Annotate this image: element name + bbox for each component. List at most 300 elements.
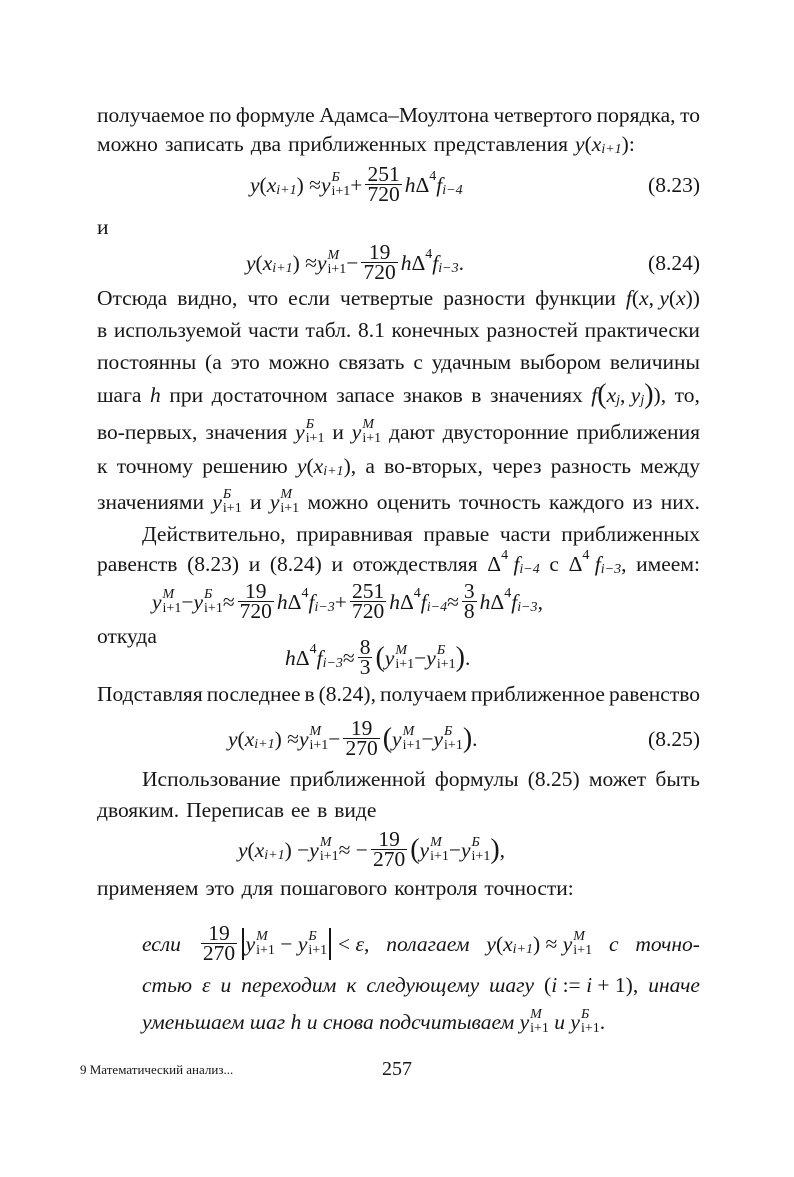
text: формуле bbox=[235, 103, 315, 127]
parenthesis: ( bbox=[375, 641, 385, 673]
denominator: 8 bbox=[463, 599, 475, 623]
superscript: Б bbox=[222, 487, 232, 502]
math-variable: x j bbox=[607, 382, 620, 408]
superscript: Б bbox=[305, 417, 314, 432]
text: Δ bbox=[399, 589, 414, 614]
math-variable: y Б i+1 bbox=[433, 723, 463, 753]
math-variable: y Б i+1 bbox=[297, 928, 328, 958]
text: ) − bbox=[284, 837, 310, 862]
subscript: i−3 bbox=[314, 599, 335, 615]
math-variable: y Б i+1 bbox=[461, 834, 491, 864]
scripts bbox=[581, 1008, 600, 1036]
math-variable: y bbox=[238, 837, 248, 862]
fraction bbox=[361, 240, 397, 284]
italic-line bbox=[142, 921, 700, 965]
text: разность bbox=[550, 454, 632, 478]
italic-text: ε bbox=[355, 931, 365, 956]
math-variable: x i+1 bbox=[503, 931, 533, 957]
scripts bbox=[306, 418, 325, 446]
text: удачным bbox=[431, 350, 512, 374]
subscript: i+1 bbox=[436, 656, 456, 672]
math-variable: y bbox=[246, 250, 256, 275]
text: точному bbox=[116, 454, 194, 478]
formula bbox=[285, 635, 471, 679]
scripts bbox=[163, 588, 182, 616]
scripts bbox=[472, 836, 491, 864]
text: правые bbox=[423, 522, 490, 546]
text: запасе bbox=[336, 383, 395, 407]
text: используемой bbox=[113, 318, 242, 342]
text: ( bbox=[259, 172, 267, 197]
math-variable: y M i+1 bbox=[419, 834, 449, 864]
fraction bbox=[358, 635, 373, 679]
math-variable: y bbox=[486, 931, 496, 956]
text-line bbox=[97, 102, 700, 128]
text: приближенной bbox=[289, 767, 426, 791]
text: может bbox=[588, 767, 647, 791]
superscript: M bbox=[319, 834, 332, 850]
superscript: M bbox=[280, 487, 293, 502]
text: Использование bbox=[142, 767, 281, 791]
numerator: 19 bbox=[378, 827, 400, 851]
text: (а bbox=[205, 350, 222, 374]
subscript: i+1 bbox=[530, 1021, 549, 1036]
text: разностей bbox=[486, 318, 578, 342]
math-variable: x i+1 bbox=[267, 172, 297, 198]
text-line bbox=[97, 681, 700, 707]
text: виде bbox=[334, 798, 377, 822]
scripts bbox=[256, 930, 275, 958]
denominator: 720 bbox=[367, 182, 400, 206]
text: в bbox=[304, 682, 315, 706]
text: − bbox=[328, 726, 341, 751]
text: четвертые bbox=[340, 286, 434, 310]
text: ): bbox=[621, 132, 635, 156]
math-variable: y M i+1 bbox=[384, 642, 415, 672]
scripts bbox=[310, 725, 329, 753]
superscript: M bbox=[309, 723, 322, 739]
superscript: Б bbox=[580, 1007, 590, 1022]
math-variable: x bbox=[676, 286, 686, 310]
text: контроля bbox=[394, 876, 478, 900]
text: что bbox=[247, 286, 279, 310]
subscript: i−3 bbox=[438, 260, 459, 276]
text: с bbox=[413, 350, 423, 374]
text: − bbox=[181, 589, 194, 614]
denominator: 720 bbox=[363, 260, 396, 284]
exponent: 4 bbox=[504, 585, 512, 601]
text-line bbox=[97, 381, 700, 409]
text: )) bbox=[685, 286, 700, 310]
text: 8.1 bbox=[357, 318, 385, 342]
parenthesis: ( bbox=[597, 379, 607, 410]
text: табл. bbox=[305, 318, 352, 342]
text: ( bbox=[237, 726, 245, 751]
text: ≈ bbox=[342, 645, 355, 670]
italic-text: полагаем bbox=[386, 931, 470, 956]
text: можно bbox=[307, 490, 369, 514]
math-variable: y bbox=[296, 454, 307, 478]
math-variable: h bbox=[290, 1010, 302, 1034]
subscript: i+1 bbox=[512, 941, 534, 957]
text: (8.23) bbox=[187, 552, 240, 576]
text: между bbox=[640, 454, 700, 478]
text: приравнивая bbox=[296, 522, 413, 546]
subscript: i+1 bbox=[264, 847, 285, 863]
text: := bbox=[557, 973, 587, 997]
math-variable: h bbox=[479, 589, 491, 614]
italic-text: шагу bbox=[489, 973, 535, 997]
exponent: 4 bbox=[582, 548, 590, 563]
text: для bbox=[241, 876, 274, 900]
superscript: Б bbox=[331, 169, 340, 185]
text: Подставляя bbox=[97, 682, 203, 706]
text: части bbox=[248, 318, 299, 342]
math-group bbox=[297, 453, 356, 479]
formula-8-25 bbox=[228, 716, 478, 760]
subscript: i−3 bbox=[600, 562, 622, 577]
subscript: i+1 bbox=[319, 848, 339, 864]
subscript: i+1 bbox=[305, 431, 325, 446]
subscript: i+1 bbox=[573, 942, 593, 958]
superscript: M bbox=[395, 642, 408, 658]
italic-text: если bbox=[142, 931, 181, 956]
italic-text: точно- bbox=[635, 931, 700, 956]
scripts bbox=[444, 725, 463, 753]
scripts bbox=[320, 836, 339, 864]
text: во-вторых, bbox=[384, 454, 483, 478]
formula bbox=[238, 827, 506, 871]
scripts bbox=[395, 644, 414, 672]
italic-text: и bbox=[548, 1010, 571, 1034]
text: (8.24), bbox=[318, 682, 376, 706]
formula-8-23 bbox=[250, 162, 463, 206]
subscript: i−3 bbox=[322, 655, 343, 671]
superscript: M bbox=[256, 928, 268, 944]
text: значениями bbox=[97, 490, 205, 514]
text: ) ≈ bbox=[292, 250, 317, 275]
parenthesis: ( bbox=[410, 833, 420, 865]
text-line bbox=[97, 488, 700, 516]
superscript: M bbox=[162, 586, 175, 602]
text: ( bbox=[584, 132, 592, 156]
text: ) ≈ bbox=[296, 172, 321, 197]
subscript: i+1 bbox=[471, 848, 491, 864]
text-line bbox=[97, 317, 700, 343]
denominator: 720 bbox=[239, 599, 272, 623]
denominator: 720 bbox=[351, 599, 385, 623]
text: Δ bbox=[295, 645, 310, 670]
text: (8.25) bbox=[527, 767, 580, 791]
text: точности: bbox=[484, 876, 574, 900]
numerator: 8 bbox=[359, 635, 371, 659]
text-line bbox=[97, 797, 700, 823]
text: постоянны bbox=[97, 350, 197, 374]
text: то, bbox=[674, 383, 700, 407]
math-group bbox=[486, 930, 592, 958]
math-variable: y Б i+1 bbox=[295, 417, 325, 446]
text: приближенных bbox=[288, 132, 427, 156]
text: < bbox=[332, 931, 356, 956]
denominator: 270 bbox=[202, 941, 236, 965]
scripts bbox=[430, 836, 449, 864]
subscript: i+1 bbox=[254, 736, 275, 752]
text-line bbox=[97, 548, 700, 577]
numerator: 19 bbox=[208, 921, 230, 945]
italic-text: стью bbox=[142, 973, 193, 997]
text: это bbox=[205, 876, 235, 900]
fraction bbox=[350, 579, 386, 623]
text: представления bbox=[433, 132, 569, 156]
text: − bbox=[448, 837, 461, 862]
text: конечных bbox=[391, 318, 480, 342]
footer-signature: 9 Математический анализ... bbox=[80, 1062, 234, 1077]
text: ) ≈ bbox=[533, 931, 563, 956]
text: Δ bbox=[568, 552, 583, 576]
scripts bbox=[530, 1008, 549, 1036]
scripts bbox=[332, 171, 351, 199]
math-variable: y Б i+1 bbox=[193, 586, 223, 616]
subscript: i+1 bbox=[601, 142, 622, 157]
math-variable: x i+1 bbox=[245, 726, 275, 752]
text: быть bbox=[655, 767, 700, 791]
text: каждого bbox=[548, 490, 625, 514]
italic-text: ε bbox=[202, 973, 211, 997]
superscript: M bbox=[430, 834, 442, 850]
text: это bbox=[230, 350, 260, 374]
text: точность bbox=[459, 490, 541, 514]
math-variable: y bbox=[228, 726, 238, 751]
text: порядка, bbox=[596, 103, 676, 127]
text: приближения bbox=[576, 420, 700, 444]
text: , bbox=[537, 589, 543, 614]
text-line bbox=[142, 766, 700, 792]
text: получаемое bbox=[97, 103, 205, 127]
text-line bbox=[97, 453, 700, 479]
subscript: i+1 bbox=[362, 431, 382, 446]
math-group bbox=[568, 548, 627, 577]
text: в bbox=[317, 798, 328, 822]
text: ( bbox=[495, 931, 504, 956]
math-variable: y Б i+1 bbox=[320, 169, 351, 199]
scripts bbox=[223, 488, 242, 516]
text: к bbox=[97, 454, 108, 478]
subscript: i+1 bbox=[323, 464, 344, 479]
math-variable: f i−3 bbox=[308, 589, 334, 615]
italic-text: следующему bbox=[366, 973, 480, 997]
math-variable: x i+1 bbox=[592, 131, 622, 157]
math-variable: f bbox=[625, 286, 632, 310]
text: во-первых, bbox=[97, 420, 198, 444]
math-variable: f i−3 bbox=[317, 645, 343, 671]
math-variable: y M i+1 bbox=[245, 928, 275, 958]
scripts bbox=[280, 488, 299, 516]
scripts bbox=[573, 930, 592, 958]
exponent: 4 bbox=[301, 585, 309, 601]
text: ( bbox=[631, 286, 640, 310]
text: и bbox=[331, 552, 343, 576]
text: ее bbox=[290, 798, 311, 822]
superscript: M bbox=[327, 247, 340, 263]
fraction bbox=[343, 716, 379, 760]
text-line bbox=[97, 131, 700, 157]
fraction bbox=[365, 162, 401, 206]
math-group bbox=[352, 418, 381, 446]
italic-line bbox=[142, 1008, 700, 1036]
text: можно bbox=[97, 132, 158, 156]
text: − bbox=[274, 931, 298, 956]
math-variable: h bbox=[400, 250, 412, 275]
subscript: i+1 bbox=[204, 600, 223, 616]
text: . bbox=[464, 645, 471, 670]
text: . bbox=[472, 726, 478, 751]
math-variable: f i−3 bbox=[511, 589, 537, 615]
text: дают bbox=[389, 420, 435, 444]
math-variable: y M i+1 bbox=[351, 417, 382, 446]
math-variable: f i−4 bbox=[436, 172, 462, 198]
text: и bbox=[250, 490, 262, 514]
text: них. bbox=[660, 490, 700, 514]
math-variable: y M i+1 bbox=[316, 247, 347, 277]
exponent: 4 bbox=[425, 246, 433, 262]
text: связать bbox=[338, 350, 405, 374]
math-variable: y Б i+1 bbox=[426, 642, 456, 672]
parenthesis: ) bbox=[455, 641, 465, 673]
equation-number: (8.23) bbox=[648, 173, 700, 197]
italic-text: уменьшаем шаг bbox=[142, 1010, 291, 1034]
numerator: 19 bbox=[350, 716, 373, 740]
math-variable: y bbox=[250, 172, 260, 197]
text: приближенное bbox=[470, 682, 605, 706]
text-line bbox=[142, 521, 700, 547]
italic-line bbox=[142, 972, 700, 998]
numerator: 19 bbox=[368, 240, 391, 264]
numerator: 3 bbox=[463, 579, 475, 603]
text: по bbox=[209, 103, 232, 127]
math-variable: y M i+1 bbox=[152, 586, 182, 616]
text: двояким. bbox=[97, 798, 180, 822]
subscript: i+1 bbox=[162, 600, 182, 616]
page-number: 257 bbox=[382, 1058, 412, 1080]
italic-text: переходим bbox=[241, 973, 337, 997]
equation-number: (8.24) bbox=[648, 251, 700, 275]
subscript: i−3 bbox=[517, 599, 538, 615]
fraction bbox=[238, 579, 274, 623]
math-variable: h bbox=[276, 589, 288, 614]
math-variable: y j bbox=[631, 382, 644, 408]
text-line bbox=[97, 875, 700, 901]
text: в bbox=[471, 383, 482, 407]
text: практически bbox=[584, 318, 700, 342]
formula-8-24 bbox=[246, 240, 464, 284]
superscript: M bbox=[402, 723, 415, 739]
text: через bbox=[492, 454, 542, 478]
text: ≈ bbox=[222, 589, 235, 614]
math-variable: y bbox=[575, 132, 585, 156]
math-variable: i bbox=[551, 973, 558, 997]
subscript: i+1 bbox=[327, 261, 347, 277]
text: имеем: bbox=[636, 552, 700, 576]
superscript: Б bbox=[471, 834, 480, 850]
math-variable: x i+1 bbox=[263, 250, 293, 276]
text: приближенных bbox=[561, 522, 700, 546]
math-variable: i bbox=[586, 973, 593, 997]
text: двусторонние bbox=[442, 420, 569, 444]
text: ) ≈ bbox=[274, 726, 299, 751]
parenthesis: ( bbox=[382, 722, 393, 754]
subscript: i+1 bbox=[402, 737, 422, 753]
text: с bbox=[549, 552, 559, 576]
text: в bbox=[97, 318, 108, 342]
text: части bbox=[499, 522, 551, 546]
math-variable: x bbox=[639, 286, 649, 310]
scripts bbox=[308, 930, 327, 958]
formula bbox=[152, 579, 543, 623]
text: можно bbox=[268, 350, 330, 374]
text: Переписав bbox=[186, 798, 284, 822]
denominator: 3 bbox=[359, 655, 371, 679]
text: ( bbox=[247, 837, 255, 862]
text: четвертого bbox=[493, 103, 593, 127]
subscript: j bbox=[616, 393, 621, 408]
subscript: i+1 bbox=[276, 182, 297, 198]
text: Действительно, bbox=[142, 522, 286, 546]
parenthesis: ) bbox=[462, 722, 473, 754]
italic-text: иначе bbox=[648, 973, 700, 997]
text: равенств bbox=[97, 552, 178, 576]
exponent: 4 bbox=[413, 585, 421, 601]
text: при bbox=[169, 383, 204, 407]
text: ( bbox=[668, 286, 677, 310]
math-variable: y bbox=[659, 286, 669, 310]
text: Δ bbox=[287, 589, 302, 614]
subscript: i+1 bbox=[580, 1021, 600, 1036]
text: ≈ − bbox=[338, 837, 368, 862]
subscript: j bbox=[640, 393, 645, 408]
parenthesis: ) bbox=[490, 833, 500, 865]
text: из bbox=[632, 490, 653, 514]
scripts bbox=[403, 725, 422, 753]
text: Δ bbox=[487, 552, 502, 576]
subscript: i+1 bbox=[272, 260, 293, 276]
parenthesis: ) bbox=[644, 379, 654, 410]
text: решению bbox=[202, 454, 288, 478]
fraction bbox=[371, 827, 407, 871]
math-variable: y M i+1 bbox=[519, 1007, 549, 1036]
scripts bbox=[204, 588, 223, 616]
math-variable: y M i+1 bbox=[309, 834, 339, 864]
text: ( bbox=[544, 973, 552, 997]
exponent: 4 bbox=[429, 168, 437, 184]
text: , bbox=[621, 552, 627, 576]
math-group bbox=[150, 382, 161, 408]
text: величины bbox=[609, 350, 700, 374]
superscript: M bbox=[573, 928, 585, 944]
text: шага bbox=[97, 383, 142, 407]
math-variable: y M i+1 bbox=[392, 723, 422, 753]
exponent: 4 bbox=[501, 548, 509, 563]
math-group bbox=[544, 972, 638, 998]
text: Отсюда bbox=[97, 286, 168, 310]
exponent: 4 bbox=[309, 641, 317, 657]
text: − bbox=[414, 645, 427, 670]
math-variable: h bbox=[389, 589, 400, 614]
text: ), bbox=[343, 454, 357, 478]
subscript: i+1 bbox=[256, 942, 275, 958]
math-variable: f i−3 bbox=[595, 551, 621, 577]
fraction bbox=[201, 921, 237, 965]
scripts bbox=[437, 644, 456, 672]
